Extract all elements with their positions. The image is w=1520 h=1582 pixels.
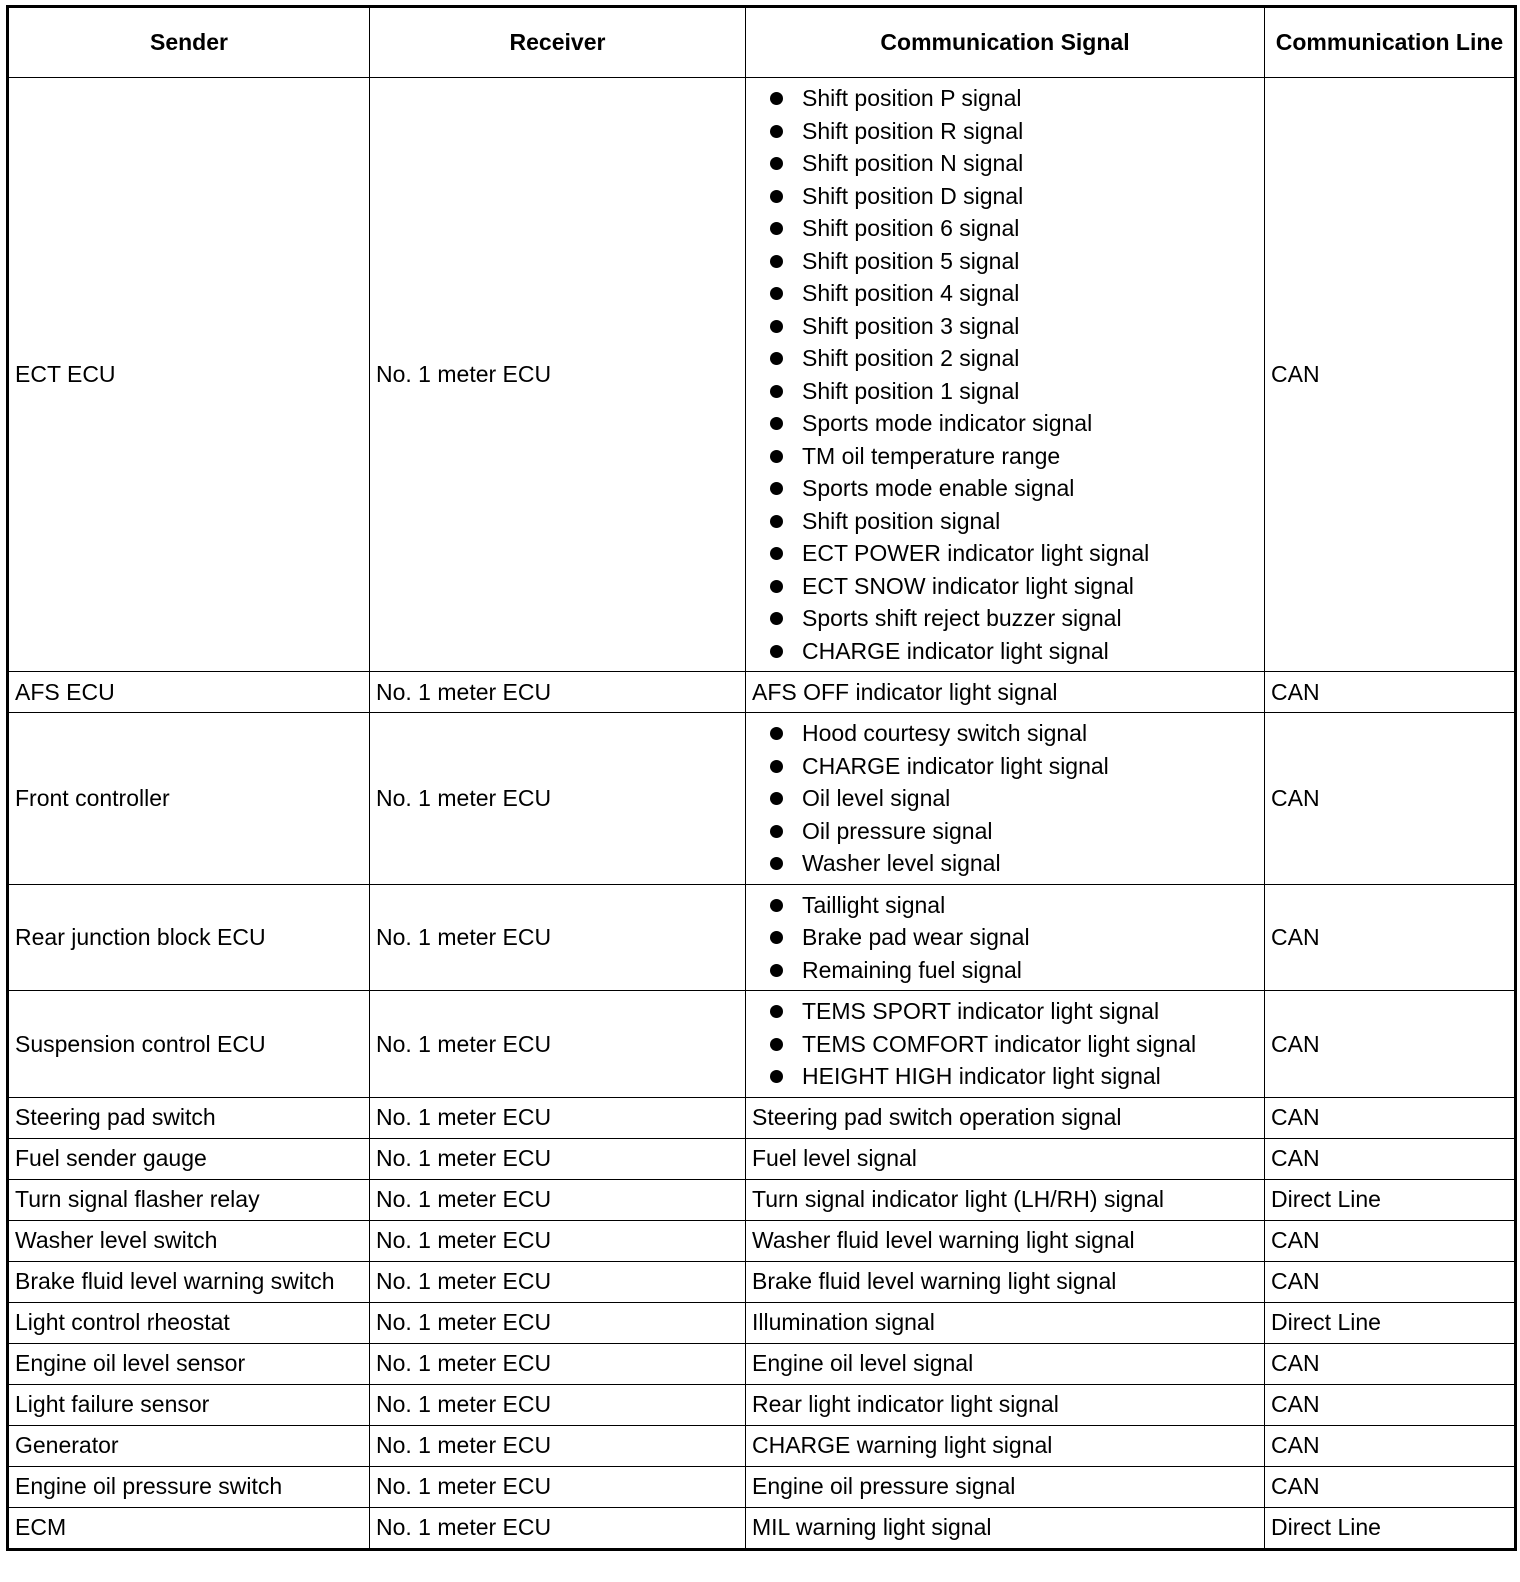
line-cell: Direct Line xyxy=(1265,1507,1516,1549)
bullet-icon xyxy=(770,190,783,203)
signal-cell: AFS OFF indicator light signal xyxy=(746,672,1265,713)
bullet-icon xyxy=(770,1005,783,1018)
receiver-cell: No. 1 meter ECU xyxy=(370,1507,746,1549)
bullet-icon xyxy=(770,482,783,495)
signal-text: Shift position 4 signal xyxy=(802,280,1020,306)
signal-list-item xyxy=(752,245,1258,278)
table-row xyxy=(8,672,1516,713)
line-cell: CAN xyxy=(1265,1097,1516,1138)
signal-text: Shift position N signal xyxy=(802,150,1024,176)
table-row xyxy=(8,1261,1516,1302)
table-row xyxy=(8,1138,1516,1179)
bullet-icon xyxy=(770,825,783,838)
signal-text: CHARGE indicator light signal xyxy=(802,637,1109,664)
signal-list xyxy=(752,717,1258,880)
sender-cell: Engine oil pressure switch xyxy=(8,1466,370,1507)
signal-text: Sports shift reject buzzer signal xyxy=(802,605,1122,631)
line-cell: Direct Line xyxy=(1265,1302,1516,1343)
line-cell: CAN xyxy=(1265,991,1516,1098)
bullet-icon xyxy=(770,645,783,658)
header-receiver: Receiver xyxy=(370,7,746,78)
signal-text: Shift position 6 signal xyxy=(802,215,1020,241)
signal-list xyxy=(752,995,1258,1093)
signal-cell: Illumination signal xyxy=(746,1302,1265,1343)
signal-text: Shift position 3 signal xyxy=(802,312,1020,339)
table-row xyxy=(8,1466,1516,1507)
line-cell: CAN xyxy=(1265,1138,1516,1179)
signal-list-item xyxy=(752,537,1258,570)
bullet-icon xyxy=(770,450,783,463)
signal-cell: Washer fluid level warning light signal xyxy=(746,1220,1265,1261)
table-row xyxy=(8,1425,1516,1466)
signal-list-item xyxy=(752,995,1258,1028)
signal-list-item xyxy=(752,750,1258,783)
bullet-icon xyxy=(770,385,783,398)
signal-cell: Brake fluid level warning light signal xyxy=(746,1261,1265,1302)
signal-cell: Rear light indicator light signal xyxy=(746,1384,1265,1425)
signal-cell: Turn signal indicator light (LH/RH) signal xyxy=(746,1179,1265,1220)
sender-cell: Fuel sender gauge xyxy=(8,1138,370,1179)
line-cell: CAN xyxy=(1265,713,1516,885)
table-row xyxy=(8,1384,1516,1425)
signal-list-item xyxy=(752,82,1258,115)
signal-list-item xyxy=(752,505,1258,538)
bullet-icon xyxy=(770,931,783,944)
receiver-cell: No. 1 meter ECU xyxy=(370,1179,746,1220)
line-cell: Direct Line xyxy=(1265,1179,1516,1220)
signal-list-item xyxy=(752,115,1258,148)
sender-cell: Brake fluid level warning switch xyxy=(8,1261,370,1302)
signal-text: Sports mode indicator signal xyxy=(802,410,1093,436)
signal-cell: Steering pad switch operation signal xyxy=(746,1097,1265,1138)
signal-list xyxy=(752,889,1258,987)
bullet-icon xyxy=(770,547,783,560)
signal-cell: CHARGE warning light signal xyxy=(746,1425,1265,1466)
signal-text: Taillight signal xyxy=(802,891,946,918)
signal-text: Remaining fuel signal xyxy=(802,956,1022,983)
bullet-icon xyxy=(770,964,783,977)
signal-list-item xyxy=(752,782,1258,815)
table-row xyxy=(8,1220,1516,1261)
signal-list-item xyxy=(752,1060,1258,1093)
signal-cell xyxy=(746,991,1265,1098)
signal-text: Shift position signal xyxy=(802,507,1001,534)
header-row xyxy=(8,7,1516,78)
signal-list xyxy=(752,82,1258,667)
bullet-icon xyxy=(770,727,783,740)
signal-list-item xyxy=(752,375,1258,408)
receiver-cell: No. 1 meter ECU xyxy=(370,884,746,991)
sender-cell: Light control rheostat xyxy=(8,1302,370,1343)
sender-cell: Suspension control ECU xyxy=(8,991,370,1098)
line-cell: CAN xyxy=(1265,1466,1516,1507)
signal-list-item xyxy=(752,889,1258,922)
sender-cell: Washer level switch xyxy=(8,1220,370,1261)
bullet-icon xyxy=(770,612,783,625)
signal-list-item xyxy=(752,921,1258,954)
bullet-icon xyxy=(770,899,783,912)
signal-list-item xyxy=(752,717,1258,750)
sender-cell: Steering pad switch xyxy=(8,1097,370,1138)
line-cell: CAN xyxy=(1265,1220,1516,1261)
signal-cell: Engine oil pressure signal xyxy=(746,1466,1265,1507)
table-row xyxy=(8,991,1516,1098)
signal-cell xyxy=(746,884,1265,991)
signal-text: ECT SNOW indicator light signal xyxy=(802,572,1134,599)
signal-cell: MIL warning light signal xyxy=(746,1507,1265,1549)
bullet-icon xyxy=(770,255,783,268)
bullet-icon xyxy=(770,1070,783,1083)
signal-list-item xyxy=(752,570,1258,603)
signal-list-item xyxy=(752,440,1258,473)
bullet-icon xyxy=(770,792,783,805)
table-row xyxy=(8,1507,1516,1549)
bullet-icon xyxy=(770,417,783,430)
sender-cell: AFS ECU xyxy=(8,672,370,713)
signal-list-item xyxy=(752,847,1258,880)
signal-text: Sports mode enable signal xyxy=(802,475,1075,501)
signal-list-item xyxy=(752,1028,1258,1061)
receiver-cell: No. 1 meter ECU xyxy=(370,672,746,713)
signal-list-item xyxy=(752,635,1258,668)
table-row xyxy=(8,713,1516,885)
receiver-cell: No. 1 meter ECU xyxy=(370,1466,746,1507)
receiver-cell: No. 1 meter ECU xyxy=(370,1138,746,1179)
signal-cell: Fuel level signal xyxy=(746,1138,1265,1179)
receiver-cell: No. 1 meter ECU xyxy=(370,1261,746,1302)
bullet-icon xyxy=(770,125,783,138)
line-cell: CAN xyxy=(1265,672,1516,713)
header-communication-line: Communication Line xyxy=(1265,7,1516,78)
sender-cell: ECM xyxy=(8,1507,370,1549)
table-row xyxy=(8,1343,1516,1384)
bullet-icon xyxy=(770,320,783,333)
bullet-icon xyxy=(770,157,783,170)
communication-signal-table xyxy=(6,5,1517,1551)
line-cell: CAN xyxy=(1265,1425,1516,1466)
signal-list-item xyxy=(752,342,1258,375)
bullet-icon xyxy=(770,760,783,773)
signal-list-item xyxy=(752,180,1258,213)
receiver-cell: No. 1 meter ECU xyxy=(370,1425,746,1466)
signal-text: Shift position D signal xyxy=(802,182,1024,209)
signal-text: Shift position P signal xyxy=(802,85,1022,111)
receiver-cell: No. 1 meter ECU xyxy=(370,1343,746,1384)
table-row xyxy=(8,78,1516,672)
signal-text: TEMS SPORT indicator light signal xyxy=(802,998,1160,1024)
signal-list-item xyxy=(752,954,1258,987)
bullet-icon xyxy=(770,1038,783,1051)
signal-list-item xyxy=(752,147,1258,180)
signal-list-item xyxy=(752,310,1258,343)
bullet-icon xyxy=(770,352,783,365)
bullet-icon xyxy=(770,515,783,528)
line-cell: CAN xyxy=(1265,1343,1516,1384)
signal-cell xyxy=(746,78,1265,672)
header-communication-signal: Communication Signal xyxy=(746,7,1265,78)
line-cell: CAN xyxy=(1265,1384,1516,1425)
receiver-cell: No. 1 meter ECU xyxy=(370,991,746,1098)
header-sender: Sender xyxy=(8,7,370,78)
signal-text: Brake pad wear signal xyxy=(802,924,1030,950)
bullet-icon xyxy=(770,857,783,870)
sender-cell: Engine oil level sensor xyxy=(8,1343,370,1384)
signal-text: TM oil temperature range xyxy=(802,442,1061,469)
signal-cell xyxy=(746,713,1265,885)
bullet-icon xyxy=(770,287,783,300)
signal-list-item xyxy=(752,602,1258,635)
signal-text: Washer level signal xyxy=(802,850,1001,876)
signal-list-item xyxy=(752,212,1258,245)
table-row xyxy=(8,1179,1516,1220)
signal-text: CHARGE indicator light signal xyxy=(802,752,1109,779)
table-row xyxy=(8,1097,1516,1138)
sender-cell: Rear junction block ECU xyxy=(8,884,370,991)
table-body xyxy=(8,78,1516,1550)
receiver-cell: No. 1 meter ECU xyxy=(370,78,746,672)
signal-list-item xyxy=(752,472,1258,505)
receiver-cell: No. 1 meter ECU xyxy=(370,713,746,885)
bullet-icon xyxy=(770,222,783,235)
table-row xyxy=(8,1302,1516,1343)
receiver-cell: No. 1 meter ECU xyxy=(370,1097,746,1138)
sender-cell: ECT ECU xyxy=(8,78,370,672)
signal-text: Hood courtesy switch signal xyxy=(802,720,1088,746)
signal-text: TEMS COMFORT indicator light signal xyxy=(802,1030,1197,1057)
bullet-icon xyxy=(770,92,783,105)
line-cell: CAN xyxy=(1265,78,1516,672)
signal-text: HEIGHT HIGH indicator light signal xyxy=(802,1063,1161,1089)
signal-list-item xyxy=(752,407,1258,440)
sender-cell: Generator xyxy=(8,1425,370,1466)
signal-list-item xyxy=(752,815,1258,848)
signal-text: ECT POWER indicator light signal xyxy=(802,540,1150,566)
receiver-cell: No. 1 meter ECU xyxy=(370,1302,746,1343)
signal-text: Shift position R signal xyxy=(802,117,1024,144)
signal-text: Shift position 1 signal xyxy=(802,377,1020,404)
signal-text: Oil pressure signal xyxy=(802,817,993,844)
sender-cell: Light failure sensor xyxy=(8,1384,370,1425)
sender-cell: Turn signal flasher relay xyxy=(8,1179,370,1220)
signal-cell: Engine oil level signal xyxy=(746,1343,1265,1384)
receiver-cell: No. 1 meter ECU xyxy=(370,1220,746,1261)
line-cell: CAN xyxy=(1265,884,1516,991)
table-row xyxy=(8,884,1516,991)
signal-text: Shift position 5 signal xyxy=(802,247,1020,274)
line-cell: CAN xyxy=(1265,1261,1516,1302)
bullet-icon xyxy=(770,580,783,593)
sender-cell: Front controller xyxy=(8,713,370,885)
signal-text: Oil level signal xyxy=(802,785,951,811)
signal-list-item xyxy=(752,277,1258,310)
signal-text: Shift position 2 signal xyxy=(802,345,1020,371)
receiver-cell: No. 1 meter ECU xyxy=(370,1384,746,1425)
table-header xyxy=(8,7,1516,78)
